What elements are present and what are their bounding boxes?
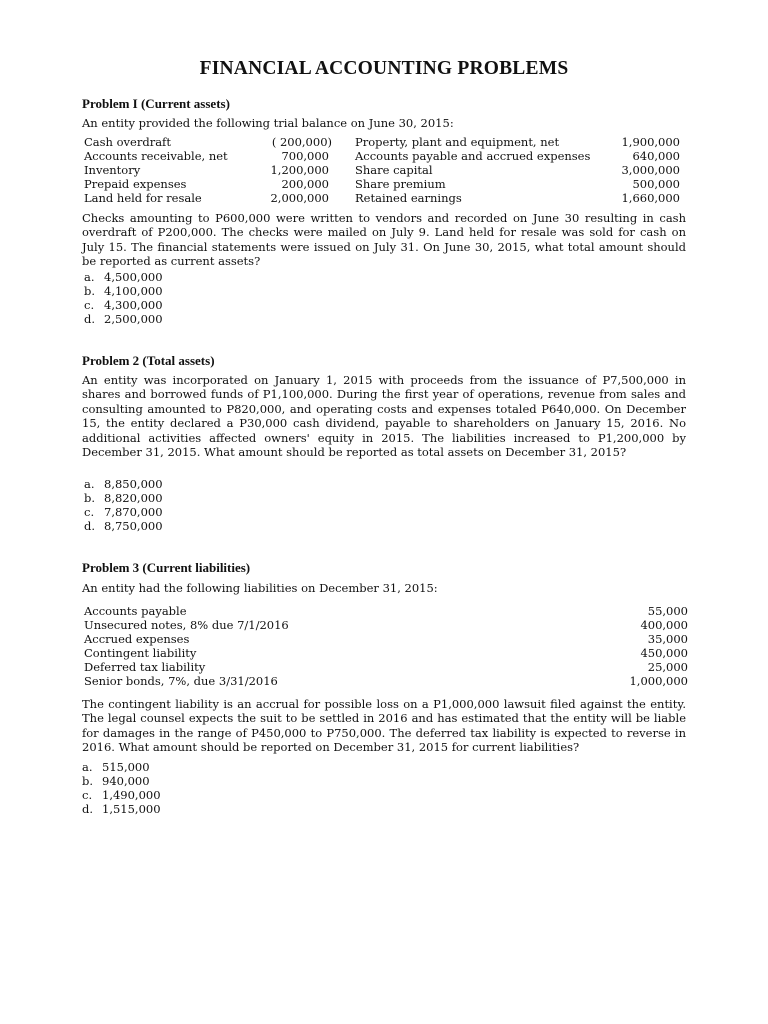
liability-value: 35,000: [647, 632, 688, 646]
choice-text: 940,000: [102, 774, 150, 788]
choice-text: 4,500,000: [104, 270, 163, 284]
choice-text: 7,870,000: [104, 505, 163, 519]
tb-right-label: Accounts payable and accrued expenses: [355, 149, 591, 163]
choice-letter: d.: [84, 312, 96, 326]
choice-item: [84, 477, 163, 491]
choice-letter: b.: [84, 491, 96, 505]
choice-item: [84, 505, 163, 519]
choice-item: [82, 760, 150, 774]
liability-label: Deferred tax liability: [84, 660, 206, 674]
liability-value: 1,000,000: [629, 674, 688, 688]
choice-letter: b.: [84, 284, 96, 298]
problem-2-paragraph: An entity was incorporated on January 1, 2015 with proceeds from the issuance of P7,500,000 in shares and borrowed funds of P1,100,000. During the first year of operations, revenue from sales and consulting amounted to P820,000, and operating costs and expenses totaled P640,000. On December 15, the entity declared a P30,000 cash dividend, payable to shareholders on January 15, 2016. No additional activities affected owners' equity in 2015. The liabilities increased to P1,200,000 by December 31, 2015. What amount should be reported as total assets on December 31, 2015?: [82, 373, 686, 460]
problem-3-intro: An entity had the following liabilities on December 31, 2015:: [82, 581, 438, 595]
tb-left-label: Inventory: [84, 163, 141, 177]
choice-text: 4,100,000: [104, 284, 163, 298]
choice-letter: b.: [82, 774, 94, 788]
liability-label: Senior bonds, 7%, due 3/31/2016: [84, 674, 278, 688]
tb-left-value: 1,200,000: [270, 163, 329, 177]
tb-right-label: Property, plant and equipment, net: [355, 135, 560, 149]
tb-right-label: Retained earnings: [355, 191, 462, 205]
tb-right-value: 640,000: [632, 149, 680, 163]
tb-left-label: Land held for resale: [84, 191, 202, 205]
liability-value: 450,000: [640, 646, 688, 660]
tb-left-label: Prepaid expenses: [84, 177, 187, 191]
tb-right-value: 500,000: [632, 177, 680, 191]
tb-right-value: 3,000,000: [621, 163, 680, 177]
tb-left-value: 2,000,000: [270, 191, 329, 205]
choice-letter: a.: [84, 477, 95, 491]
liability-value: 55,000: [647, 604, 688, 618]
choice-letter: d.: [82, 802, 94, 816]
choice-text: 1,490,000: [102, 788, 161, 802]
problem-2-heading: Problem 2 (Total assets): [82, 353, 215, 368]
choice-letter: a.: [84, 270, 95, 284]
tb-left-value: ( 200,000): [271, 135, 332, 149]
choice-item: [84, 284, 163, 298]
page-title: FINANCIAL ACCOUNTING PROBLEMS: [199, 58, 569, 79]
problem-1-intro: An entity provided the following trial balance on June 30, 2015:: [82, 116, 454, 130]
choice-text: 8,750,000: [104, 519, 163, 533]
choice-item: [84, 312, 163, 326]
choice-item: [82, 802, 161, 816]
problem-3-paragraph: The contingent liability is an accrual for possible loss on a P1,000,000 lawsuit filed against the entity. The legal counsel expects the suit to be settled in 2016 and has estimated that the entity will be liable for damages in the range of P450,000 to P750,000. The deferred tax liability is expected to reverse in 2016. What amount should be reported on December 31, 2015 for current liabilities?: [82, 697, 686, 755]
choice-item: [82, 788, 161, 802]
choice-letter: c.: [84, 505, 95, 519]
tb-right-label: Share premium: [355, 177, 446, 191]
choice-text: 8,820,000: [104, 491, 163, 505]
tb-left-value: 200,000: [281, 177, 329, 191]
choice-item: [84, 298, 163, 312]
tb-right-label: Share capital: [355, 163, 433, 177]
choice-letter: c.: [84, 298, 95, 312]
choice-item: [82, 774, 150, 788]
liability-value: 25,000: [647, 660, 688, 674]
choice-text: 1,515,000: [102, 802, 161, 816]
liability-value: 400,000: [640, 618, 688, 632]
liability-label: Accounts payable: [84, 604, 187, 618]
tb-right-value: 1,900,000: [621, 135, 680, 149]
liability-label: Accrued expenses: [84, 632, 190, 646]
tb-left-value: 700,000: [281, 149, 329, 163]
choice-item: [84, 270, 163, 284]
choice-item: [84, 519, 163, 533]
choice-text: 8,850,000: [104, 477, 163, 491]
choice-text: 515,000: [102, 760, 150, 774]
choice-item: [84, 491, 163, 505]
choice-text: 4,300,000: [104, 298, 163, 312]
choice-text: 2,500,000: [104, 312, 163, 326]
choice-letter: d.: [84, 519, 96, 533]
liability-label: Contingent liability: [84, 646, 197, 660]
liability-label: Unsecured notes, 8% due 7/1/2016: [84, 618, 289, 632]
tb-left-label: Cash overdraft: [84, 135, 171, 149]
problem-1-heading: Problem I (Current assets): [82, 96, 230, 111]
problem-1-paragraph: Checks amounting to P600,000 were written to vendors and recorded on June 30 resulting in cash overdraft of P200,000. The checks were mailed on July 9. Land held for resale was sold for cash on July 15. The financial statements were issued on July 31. On June 30, 2015, what total amount should be reported as current assets?: [82, 211, 686, 269]
choice-letter: a.: [82, 760, 93, 774]
choice-letter: c.: [82, 788, 93, 802]
tb-right-value: 1,660,000: [621, 191, 680, 205]
problem-3-heading: Problem 3 (Current liabilities): [82, 560, 251, 575]
tb-left-label: Accounts receivable, net: [84, 149, 228, 163]
